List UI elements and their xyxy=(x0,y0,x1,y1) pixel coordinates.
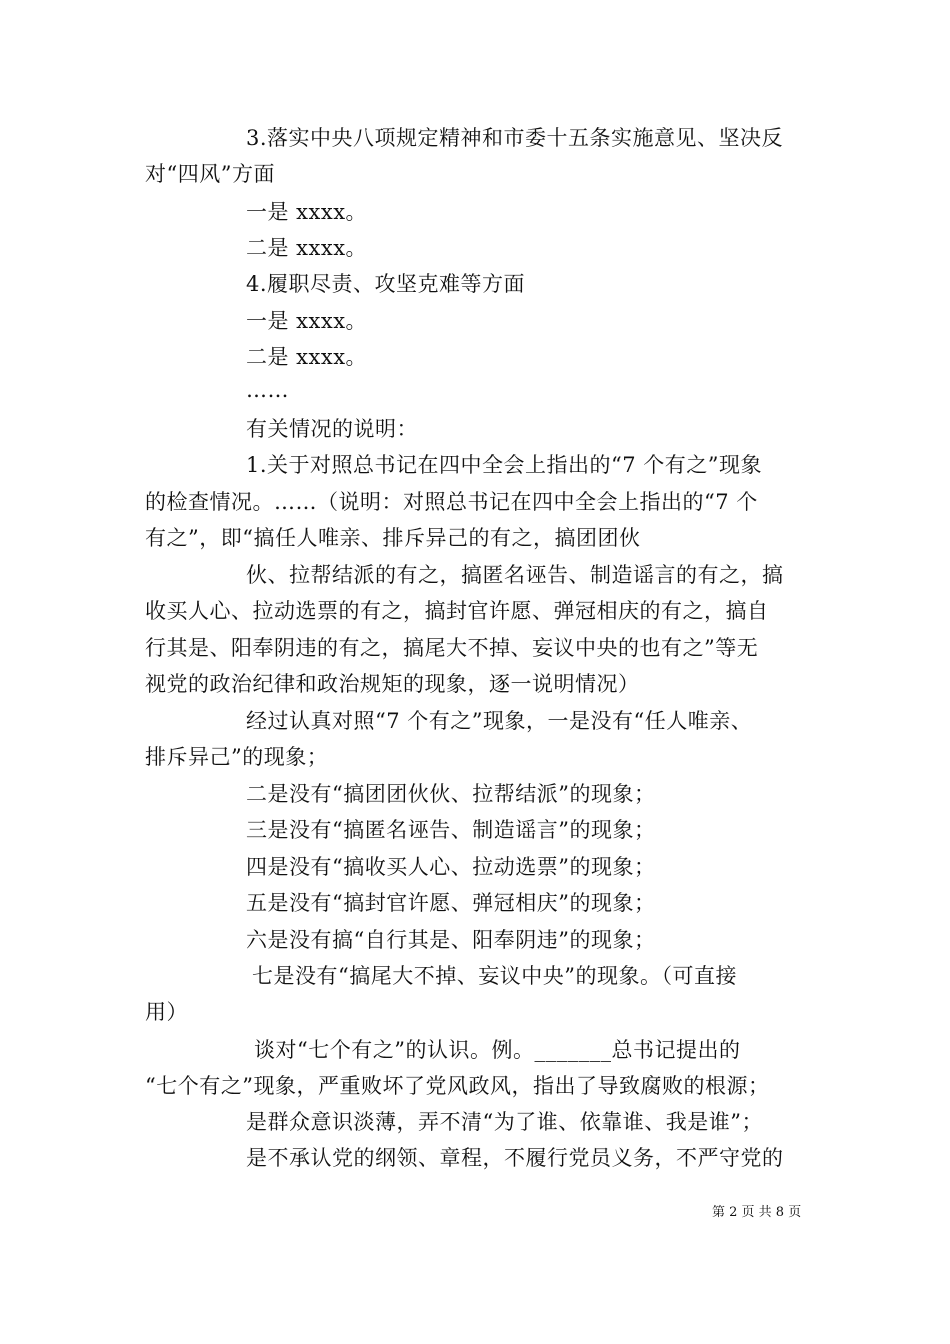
paragraph-line: 伙、拉帮结派的有之，搞匿名诬告、制造谣言的有之，搞 xyxy=(246,563,784,587)
paragraph-line: 行其是、阳奉阴违的有之，搞尾大不掉、妄议中央的也有之”等无 xyxy=(145,636,759,660)
paragraph-line: 收买人心、拉动选票的有之，搞封官许愿、弹冠相庆的有之，搞自 xyxy=(145,599,769,623)
paragraph-line: 是不承认党的纲领、章程，不履行党员义务，不严守党的 xyxy=(246,1146,784,1170)
section-heading: 4.履职尽责、攻坚克难等方面 xyxy=(246,272,526,296)
paragraph-line: “七个有之”现象，严重败坏了党风政风，指出了导致腐败的根源； xyxy=(145,1074,770,1098)
paragraph-line: 谈对“七个有之”的认识。例。_______总书记提出的 xyxy=(254,1038,741,1062)
paragraph-line: 视党的政治纪律和政治规矩的现象，逐一说明情况） xyxy=(145,672,640,696)
paragraph-line: 的检查情况。……（说明：对照总书记在四中全会上指出的“7 个 xyxy=(145,490,758,514)
paragraph-line: 一是 xxxx。 xyxy=(246,309,368,333)
paragraph-line: 对“四风”方面 xyxy=(145,162,275,186)
paragraph-line: 二是 xxxx。 xyxy=(246,236,368,260)
paragraph-line: 排斥异己”的现象； xyxy=(145,745,329,769)
paragraph-line: 1.关于对照总书记在四中全会上指出的“7 个有之”现象 xyxy=(246,453,763,477)
paragraph-line: 四是没有“搞收买人心、拉动选票”的现象； xyxy=(246,855,656,879)
paragraph-line: 经过认真对照“7 个有之”现象，一是没有“任人唯亲、 xyxy=(246,709,753,733)
paragraph-line: 二是 xxxx。 xyxy=(246,345,368,369)
paragraph-line: 用） xyxy=(145,1000,188,1024)
paragraph-line: 一是 xxxx。 xyxy=(246,200,368,224)
paragraph-line: 七是没有“搞尾大不掉、妄议中央”的现象。（可直接 xyxy=(252,964,737,988)
page-number: 第 2 页 共 8 页 xyxy=(712,1205,802,1220)
paragraph-line: 是群众意识淡薄，弄不清“为了谁、依靠谁、我是谁”； xyxy=(246,1110,763,1134)
paragraph-line: 二是没有“搞团团伙伙、拉帮结派”的现象； xyxy=(246,782,656,806)
paragraph-line: 六是没有搞“自行其是、阳奉阴违”的现象； xyxy=(246,928,656,952)
paragraph-line: 有之”，即“搞任人唯亲、排斥异己的有之，搞团团伙 xyxy=(145,526,641,550)
ellipsis-line: …… xyxy=(246,378,289,402)
section-heading: 有关情况的说明： xyxy=(246,417,418,441)
paragraph-line: 3.落实中央八项规定精神和市委十五条实施意见、坚决反 xyxy=(246,126,784,150)
paragraph-line: 五是没有“搞封官许愿、弹冠相庆”的现象； xyxy=(246,891,656,915)
paragraph-line: 三是没有“搞匿名诬告、制造谣言”的现象； xyxy=(246,818,656,842)
